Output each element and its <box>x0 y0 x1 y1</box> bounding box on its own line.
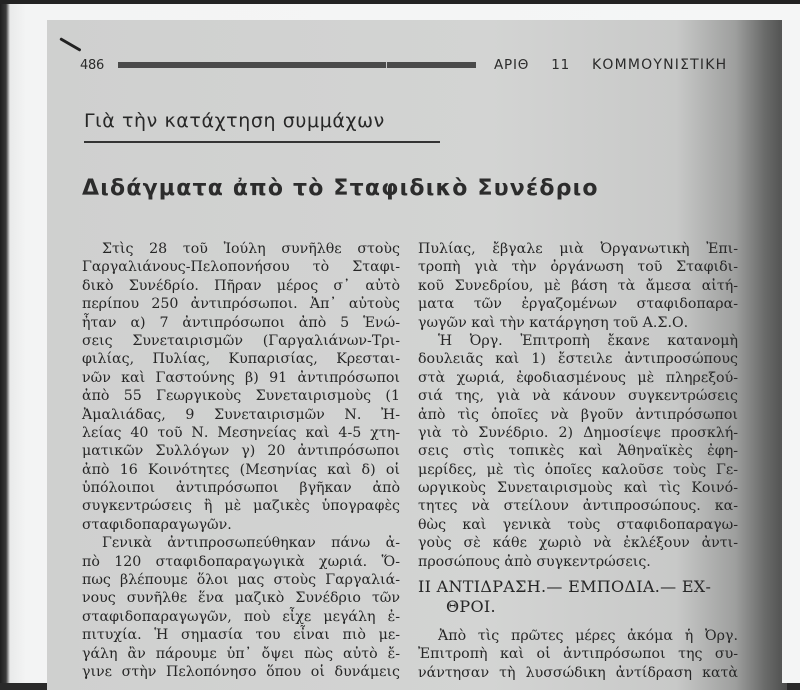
article-title: Διδάγματα ἀπὸ τὸ Σταφιδικὸ Συνέδριο <box>82 176 599 201</box>
subheading-line: ΙΙ ΑΝΤΙΔΡΑΣΗ.— ΕΜΠΟΔΙΑ.— ΕΧ- <box>418 577 712 597</box>
text-line: γωγῶν καὶ τὴν κατάργηση τοῦ Α.Σ.Ο. <box>418 314 689 331</box>
text-line: Ἡ Ὀργ. Ἐπιτροπὴ ἔκανε κατανομὴ <box>438 332 738 349</box>
text-line: ωργικοὺς Συνεταιρισμοὺς καὶ τὶς Κοινό- <box>418 480 738 497</box>
journal-name: ΚΟΜΜΟΥΝΙΣΤΙΚΗ <box>591 57 728 73</box>
text-line: προσώπους ἀπὸ συγκεντρώσεις. <box>418 553 651 570</box>
text-line: σιά της, γιὰ νὰ κάνουν συγκεντρώσεις <box>418 388 738 405</box>
text-line: ἀπὸ 16 Κοινότητες (Μεσηνίας καὶ δ) οἱ <box>82 461 400 478</box>
subheading-line: ΘΡΟΙ. <box>446 597 496 617</box>
text-line: τροπὴ γιὰ τὴν ὀργάνωση τοῦ Σταφιδι- <box>418 259 738 276</box>
text-line: σταφιδοπαραγωγῶν, ποὺ εἶχε μεγάλη ἐ- <box>82 608 400 625</box>
text-line: γιὰ τὸ Συνέδριο. 2) Δημοσίεψε προσκλή- <box>418 424 738 441</box>
text-line: ἀπὸ 55 Γεωργικοὺς Συνεταιρισμοὺς (1 <box>82 388 400 405</box>
text-line: μερίδες, μὲ τὶς ὁποῖες καλοῦσε τοὺς Γε- <box>418 461 738 478</box>
right-column <box>418 240 738 682</box>
text-line: Γαργαλιάνους-Πελοπονήσου τὸ Σταφι- <box>82 259 400 276</box>
left-column <box>82 240 400 681</box>
spacer <box>418 617 738 627</box>
text-line: Πυλίας, ἔβγαλε μιὰ Ὀργανωτικὴ Ἐπι- <box>418 241 738 257</box>
header-rule <box>118 62 476 68</box>
section-heading: Γιὰ τὴν κατάχτηση συμμάχων <box>84 110 385 132</box>
text-line: ὑπόλοιποι ἀντιπρόσωποι βγῆκαν ἀπὸ <box>82 480 400 497</box>
text-line: φιλίας, Πυλίας, Κυπαρισίας, Κρεσται- <box>82 351 400 368</box>
text-line: τητες νὰ στείλουν ἀντιπροσώπους. κα- <box>418 498 738 515</box>
issue-number: 11 <box>551 57 570 73</box>
issue-label: ΑΡΙΘ <box>494 57 530 73</box>
text-line: σεις στὶς τοπικὲς καὶ Ἀθηναϊκὲς ἐφη- <box>418 443 738 460</box>
text-line: κοῦ Συνεδρίου, μὲ βάση τὰ ἄμεσα αἰτή- <box>418 277 738 294</box>
running-head <box>80 54 740 76</box>
page-number: 486 <box>80 57 104 73</box>
text-line: νάντησαν τὴ λυσσώδικη ἀντίδραση κατὰ <box>418 664 738 681</box>
text-line: πως βλέπουμε ὅλοι μας στοὺς Γαργαλιά- <box>82 572 400 589</box>
text-line: πιτυχία. Ἡ σημασία του εἶναι πιὸ με- <box>82 627 400 644</box>
text-line: Ἀπὸ τὶς πρῶτες μέρες ἀκόμα ἡ Ὀργ. <box>438 628 738 645</box>
text-line: ἀπὸ τὶς ὁποῖες νὰ βγοῦν ἀντιπρόσωποι <box>418 406 738 423</box>
text-line: δικὸ Συνέδρίο. Πῆραν μέρος σ᾽ αὐτὸ <box>82 277 400 294</box>
text-line: θὼς καὶ γενικὰ τοὺς σταφιδοπαραγω- <box>418 516 738 533</box>
text-line: ματα τῶν ἐργαζομένων σταφιδοπαρα- <box>418 296 738 313</box>
text-line: σεις Συνεταιρισμῶν (Γαργαλιάνων-Τρι- <box>82 332 400 349</box>
text-line: Ἐπιτροπὴ καὶ οἱ ἀντιπρόσωποι της συ- <box>418 646 738 663</box>
text-line: δουλειᾶς καὶ 1) ἔστειλε ἀντιπροσώπους <box>418 351 738 368</box>
text-line: συγκεντρώσεις ἢ μὲ μαζικὲς ὑπογραφὲς <box>82 498 400 515</box>
text-line: σταφιδοπαραγωγῶν. <box>82 516 232 533</box>
text-line: στὰ χωριά, ἐφοδιασμένους μὲ πληρεξού- <box>418 369 738 386</box>
text-line: ἦταν α) 7 ἀντιπρόσωποι ἀπὸ 5 Ἑνώ- <box>82 314 400 331</box>
scanner-lid-edge <box>0 0 800 4</box>
text-line: ματικῶν Συλλόγων γ) 20 ἀντιπρόσωποι <box>82 443 400 460</box>
text-line: Γενικὰ ἀντιπροσωπεύθηκαν πάνω ἀ- <box>102 535 400 552</box>
text-line: γοὺς σὲ κάθε χωριὸ νὰ ἐκλέξουν ἀντι- <box>418 535 738 552</box>
text-line: νους συνῆλθε ἕνα μαζικὸ Συνέδριο τῶν <box>82 590 400 607</box>
text-line: γάλη ἂν πάρουμε ὑπ᾽ ὄψει πὼς αὐτὸ ἔ- <box>82 645 400 662</box>
text-line: γινε στὴν Πελοπόνησο ὅπου οἱ δυνάμεις <box>82 663 400 680</box>
text-line: περίπου 250 ἀντιπρόσωποι. Ἀπ᾽ αὐτοὺς <box>82 296 400 313</box>
text-line: λείας 40 τοῦ Ν. Μεσηνείας καὶ 4-5 χτη- <box>82 424 400 441</box>
text-line: νῶν καὶ Γαστούνης β) 91 ἀντιπρόσωποι <box>82 369 400 386</box>
section-underline <box>84 141 440 143</box>
text-line: πὸ 120 σταφιδοπαραγωγικὰ χωριά. Ὅ- <box>82 553 400 570</box>
text-line: Στὶς 28 τοῦ Ἰούλη συνῆλθε στοὺς <box>102 241 400 257</box>
subheading <box>418 577 738 617</box>
text-line: Ἀμαλιάδας, 9 Συνεταιρισμῶν Ν. Ἠ- <box>82 406 400 423</box>
scanner-margin <box>782 20 800 683</box>
